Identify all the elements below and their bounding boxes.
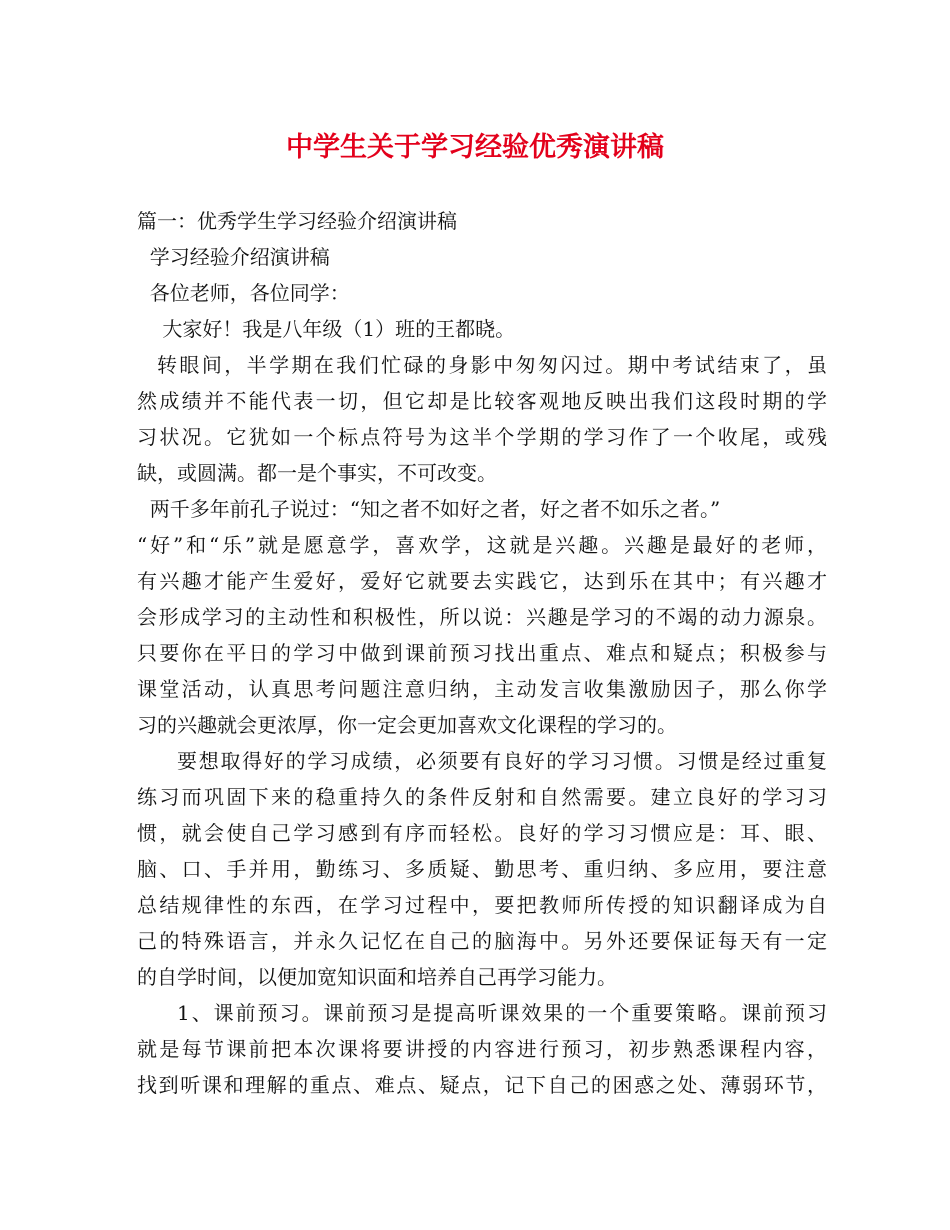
document-line: 只要你在平日的学习中做到课前预习找出重点、难点和疑点；积极参与 bbox=[137, 641, 827, 665]
document-line: 要想取得好的学习成绩，必须要有良好的学习习惯。习惯是经过重复 bbox=[177, 749, 827, 773]
document-line: 课堂活动，认真思考问题注意归纳，主动发言收集激励因子，那么你学 bbox=[137, 677, 827, 701]
document-line: 两千多年前孔子说过：“知之者不如好之者，好之者不如乐之者。” bbox=[137, 497, 721, 521]
document-line: 转眼间，半学期在我们忙碌的身影中匆匆闪过。期中考试结束了，虽 bbox=[157, 353, 827, 377]
document-line: 练习而巩固下来的稳重持久的条件反射和自然需要。建立良好的学习习 bbox=[137, 785, 827, 809]
document-line: 篇一：优秀学生学习经验介绍演讲稿 bbox=[137, 209, 457, 233]
document-line: 有兴趣才能产生爱好，爱好它就要去实践它，达到乐在其中；有兴趣才 bbox=[137, 569, 827, 593]
document-line: “好”和“乐”就是愿意学，喜欢学，这就是兴趣。兴趣是最好的老师， bbox=[137, 533, 827, 557]
document-line: 就是每节课前把本次课将要讲授的内容进行预习，初步熟悉课程内容， bbox=[137, 1037, 827, 1061]
document-body bbox=[137, 203, 827, 1103]
document-line: 缺，或圆满。都一是个事实，不可改变。 bbox=[137, 461, 497, 485]
document-line: 习状况。它犹如一个标点符号为这半个学期的学习作了一个收尾，或残 bbox=[137, 425, 827, 449]
document-line: 的自学时间，以便加宽知识面和培养自己再学习能力。 bbox=[137, 965, 617, 989]
document-line: 会形成学习的主动性和积极性，所以说：兴趣是学习的不竭的动力源泉。 bbox=[137, 605, 827, 629]
document-line: 找到听课和理解的重点、难点、疑点，记下自己的困惑之处、薄弱环节， bbox=[137, 1073, 827, 1097]
document-line: 习的兴趣就会更浓厚，你一定会更加喜欢文化课程的学习的。 bbox=[137, 713, 677, 737]
document-line: 1、课前预习。课前预习是提高听课效果的一个重要策略。课前预习 bbox=[177, 1001, 827, 1025]
document-line: 总结规律性的东西，在学习过程中，要把教师所传授的知识翻译成为自 bbox=[137, 893, 827, 917]
document-line: 脑、口、手并用，勤练习、多质疑、勤思考、重归纳、多应用，要注意 bbox=[137, 857, 827, 881]
document-line: 各位老师，各位同学： bbox=[137, 281, 350, 305]
document-line: 学习经验介绍演讲稿 bbox=[137, 245, 330, 269]
document-line: 然成绩并不能代表一切，但它却是比较客观地反映出我们这段时期的学 bbox=[137, 389, 827, 413]
document-title: 中学生关于学习经验优秀演讲稿 bbox=[286, 132, 664, 163]
document-line: 己的特殊语言，并永久记忆在自己的脑海中。另外还要保证每天有一定 bbox=[137, 929, 827, 953]
document-line: 大家好！我是八年级（1）班的王都晓。 bbox=[137, 317, 516, 341]
document-line: 惯，就会使自己学习感到有序而轻松。良好的学习习惯应是：耳、眼、 bbox=[137, 821, 827, 845]
